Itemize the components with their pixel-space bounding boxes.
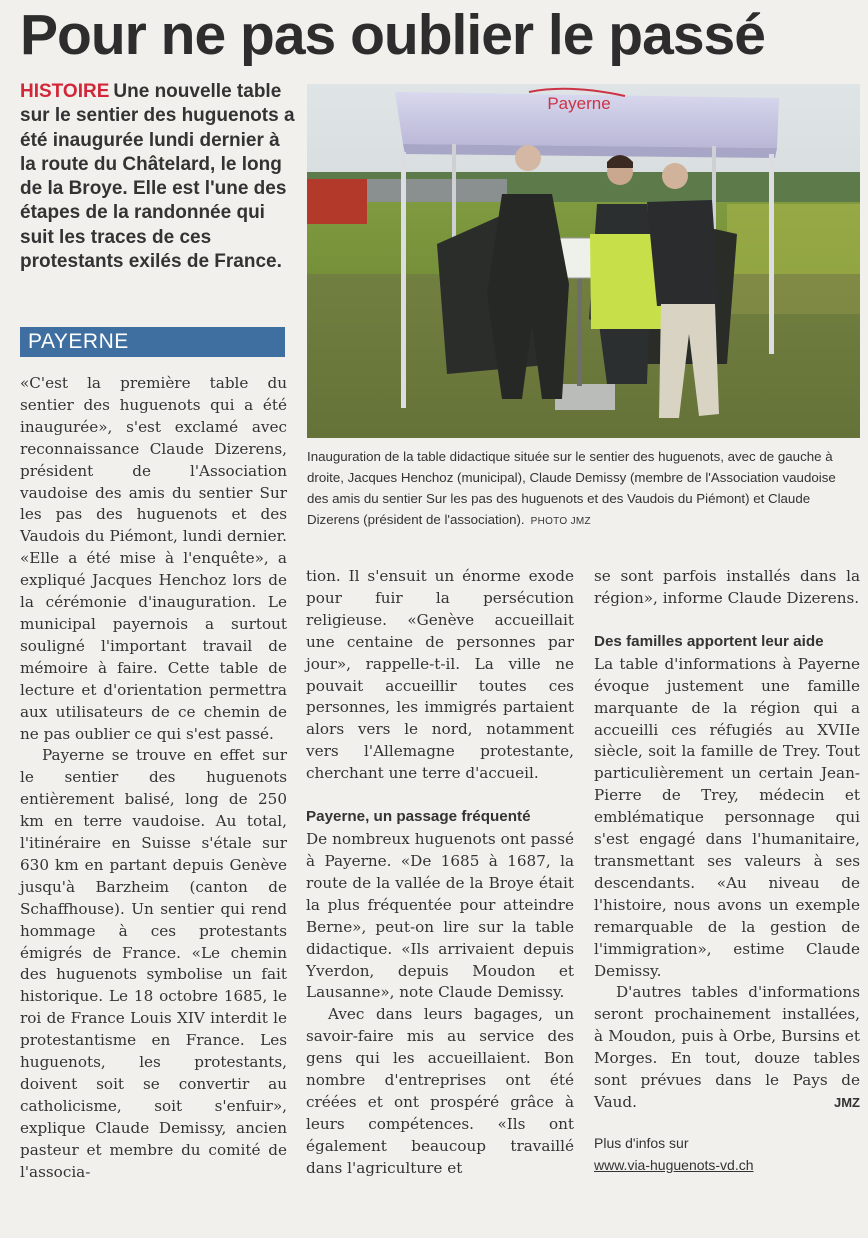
section-kicker: HISTOIRE [20, 81, 110, 102]
body-paragraph: tion. Il s'ensuit un énorme exode pour fuir la persécution religieuse. «Genève accueillait une centaine de personnes par jour», rappelle-t-il. La ville ne pouvait accueillir toutes ces personnes, les immigrés partaient alors vers le nord, notamment vers l'Allemagne protestante, cherchant une terre d'accueil. [306, 567, 574, 783]
body-paragraph: Avec dans leurs bagages, un savoir-faire mis au service des gens qui les accueillaient. Bon nombre d'entreprises ont été créées et ont prospéré grâce à leurs compétences. «Ils ont également beaucoup travaillé dans l'agriculture et [306, 1005, 574, 1177]
body-paragraph: De nombreux huguenots ont passé à Payerne. «De 1685 à 1687, la route de la vallée de la Broye était la plus fréquentée pour atteindre Berne», peut-on lire sur la table didactique. «Ils arrivaient depuis Yverdon, depuis Moudon et Lausanne», note Claude Demissy. [306, 830, 574, 1002]
website-link[interactable]: www.via-huguenots-vd.ch [594, 1156, 754, 1173]
body-paragraph [594, 982, 860, 1113]
article-column-3 [594, 566, 860, 1176]
place-banner: PAYERNE [20, 327, 285, 357]
article-column-2 [306, 566, 574, 1180]
headline: Pour ne pas oublier le passé [20, 3, 765, 67]
body-paragraph: La table d'informations à Payerne évoque justement une famille marquante de la région qui a accueilli ces réfugiés au XVIIe siècle, soit la famille de Trey. Tout particulièrement un certain Jean-Pierre de Trey, médecin et emblématique personnage qui s'est engagé dans l'humanitaire, transmettant ses valeurs à ses descendants. «Au niveau de l'histoire, nous avons un exemple remarquable de la gestion de l'immigration», estime Claude Demissy. [594, 654, 860, 980]
body-paragraph: se sont parfois installés dans la région», informe Claude Dizerens. [594, 567, 860, 607]
body-text: D'autres tables d'informations seront prochainement installées, à Moudon, puis à Orbe, Bursins et Morges. En tout, douze tables sont prévues dans le Pays de Vaud. [594, 983, 860, 1111]
body-paragraph: «C'est la première table du sentier des huguenots qui a été inaugurée», s'est exclamé avec reconnaissance Claude Dizerens, président de l'Association vaudoise des amis du sentier Sur les pas des huguenots et des Vaudois du Piémont, lundi dernier. «Elle a été mise à l'enquête», a expliqué Jacques Henchoz lors de la cérémonie d'inauguration. Le municipal payernois a surtout souligné l'important travail de mémoire à faire. Cette table de lecture et d'orientation permettra aux utilisateurs de ce chemin de ne pas oublier ce qui s'est passé. [20, 374, 287, 743]
subhead-familles: Des familles apportent leur aide [594, 632, 824, 650]
tent-sign: Payerne [547, 94, 611, 113]
photo-illustration [307, 84, 860, 438]
inauguration-photo [307, 84, 860, 438]
body-paragraph: Payerne se trouve en effet sur le sentier des huguenots entièrement balisé, long de 250 km en terre vaudoise. Au total, l'itinéraire en Suisse s'étale sur 630 km en partant depuis Genève jusqu'à Barzheim (canton de Schaffhouse). Un sentier qui rend hommage à ces protestants émigrés de France. «Le chemin des huguenots symbolise un fait historique. Le 18 octobre 1685, le roi de France Louis XIV interdit le protestantisme en France. Les huguenots, les protestants, doivent soit se convertir au catholicisme, soit s'enfuir», explique Claude Demissy, ancien pasteur et membre du comité de l'associa- [20, 746, 287, 1181]
lead-text: Une nouvelle table sur le sentier des huguenots a été inaugurée lundi dernier à la route du Châtelard, le long de la Broye. Elle est l'une des étapes de la randonnée qui suit les traces de ces protestants exilés de France. [20, 81, 295, 273]
more-info [594, 1132, 860, 1176]
article-column-1 [20, 373, 287, 1184]
author-signature: JMZ [834, 1094, 860, 1110]
caption-text: Inauguration de la table didactique située sur le sentier des huguenots, avec de gauche à droite, Jacques Henchoz (municipal), Claude Demissy (membre de l'Association vaudoise des amis du sentier Sur les pas des huguenots et des Vaudois du Piémont) et Claude Dizerens (président de l'association). [307, 449, 836, 527]
more-info-label: Plus d'infos sur [594, 1134, 689, 1151]
subhead-passage: Payerne, un passage fréquenté [306, 808, 531, 826]
photo-caption [307, 446, 860, 532]
lead-paragraph [20, 80, 295, 274]
photo-credit: PHOTO JMZ [530, 516, 591, 527]
